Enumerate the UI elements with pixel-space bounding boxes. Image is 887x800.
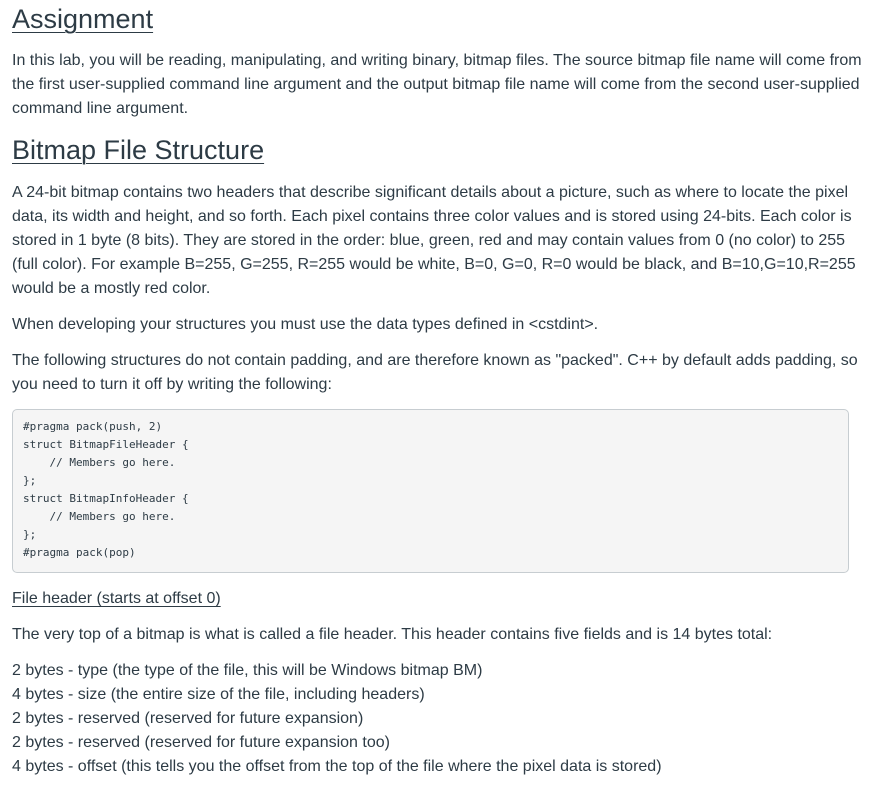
bitmap-structure-heading: Bitmap File Structure (12, 135, 265, 165)
datatypes-paragraph: When developing your structures you must use the data types defined in <cstdint>. (12, 316, 599, 333)
code-block[interactable]: #pragma pack(push, 2) struct BitmapFileHeader { // Members go here. }; struct BitmapInfoHeader { // Members go here. }; #pragma pack(pop) (12, 409, 849, 573)
file-header-paragraph: The very top of a bitmap is what is called a file header. This header contains five fields and is 14 bytes total: (12, 626, 773, 643)
intro-paragraph: In this lab, you will be reading, manipulating, and writing binary, bitmap files. The source bitmap file name will come from the first user-supplied command line argument and the output bitmap file name will come from the second user-supplied command line argument. (12, 52, 862, 117)
field-item-type: 2 bytes - type (the type of the file, this will be Windows bitmap BM) (12, 662, 483, 679)
field-item-size: 4 bytes - size (the entire size of the file, including headers) (12, 686, 425, 703)
file-header-title: File header (starts at offset 0) (12, 590, 221, 607)
field-item-reserved-2: 2 bytes - reserved (reserved for future expansion too) (12, 734, 390, 751)
file-header-section (12, 587, 875, 779)
field-item-offset: 4 bytes - offset (this tells you the offset from the top of the file where the pixel data is stored) (12, 758, 662, 775)
structure-paragraph: A 24-bit bitmap contains two headers that describe significant details about a picture, such as where to locate the pixel data, its width and height, and so forth. Each pixel contains three color values and is stored using 24-bits. Each color is stored in 1 byte (8 bits). They are stored in the order: blue, green, red and may contain values from 0 (no color) to 255 (full color). For example B=255, G=255, R=255 would be white, B=0, G=0, R=0 would be black, and B=10,G=10,R=255 would be a mostly red color. (12, 184, 856, 297)
field-list (12, 659, 875, 779)
assignment-heading: Assignment (12, 4, 154, 34)
field-item-reserved-1: 2 bytes - reserved (reserved for future expansion) (12, 710, 364, 727)
packed-paragraph: The following structures do not contain padding, and are therefore known as "packed". C++ by default adds padding, so you need to turn it off by writing the following: (12, 352, 858, 393)
